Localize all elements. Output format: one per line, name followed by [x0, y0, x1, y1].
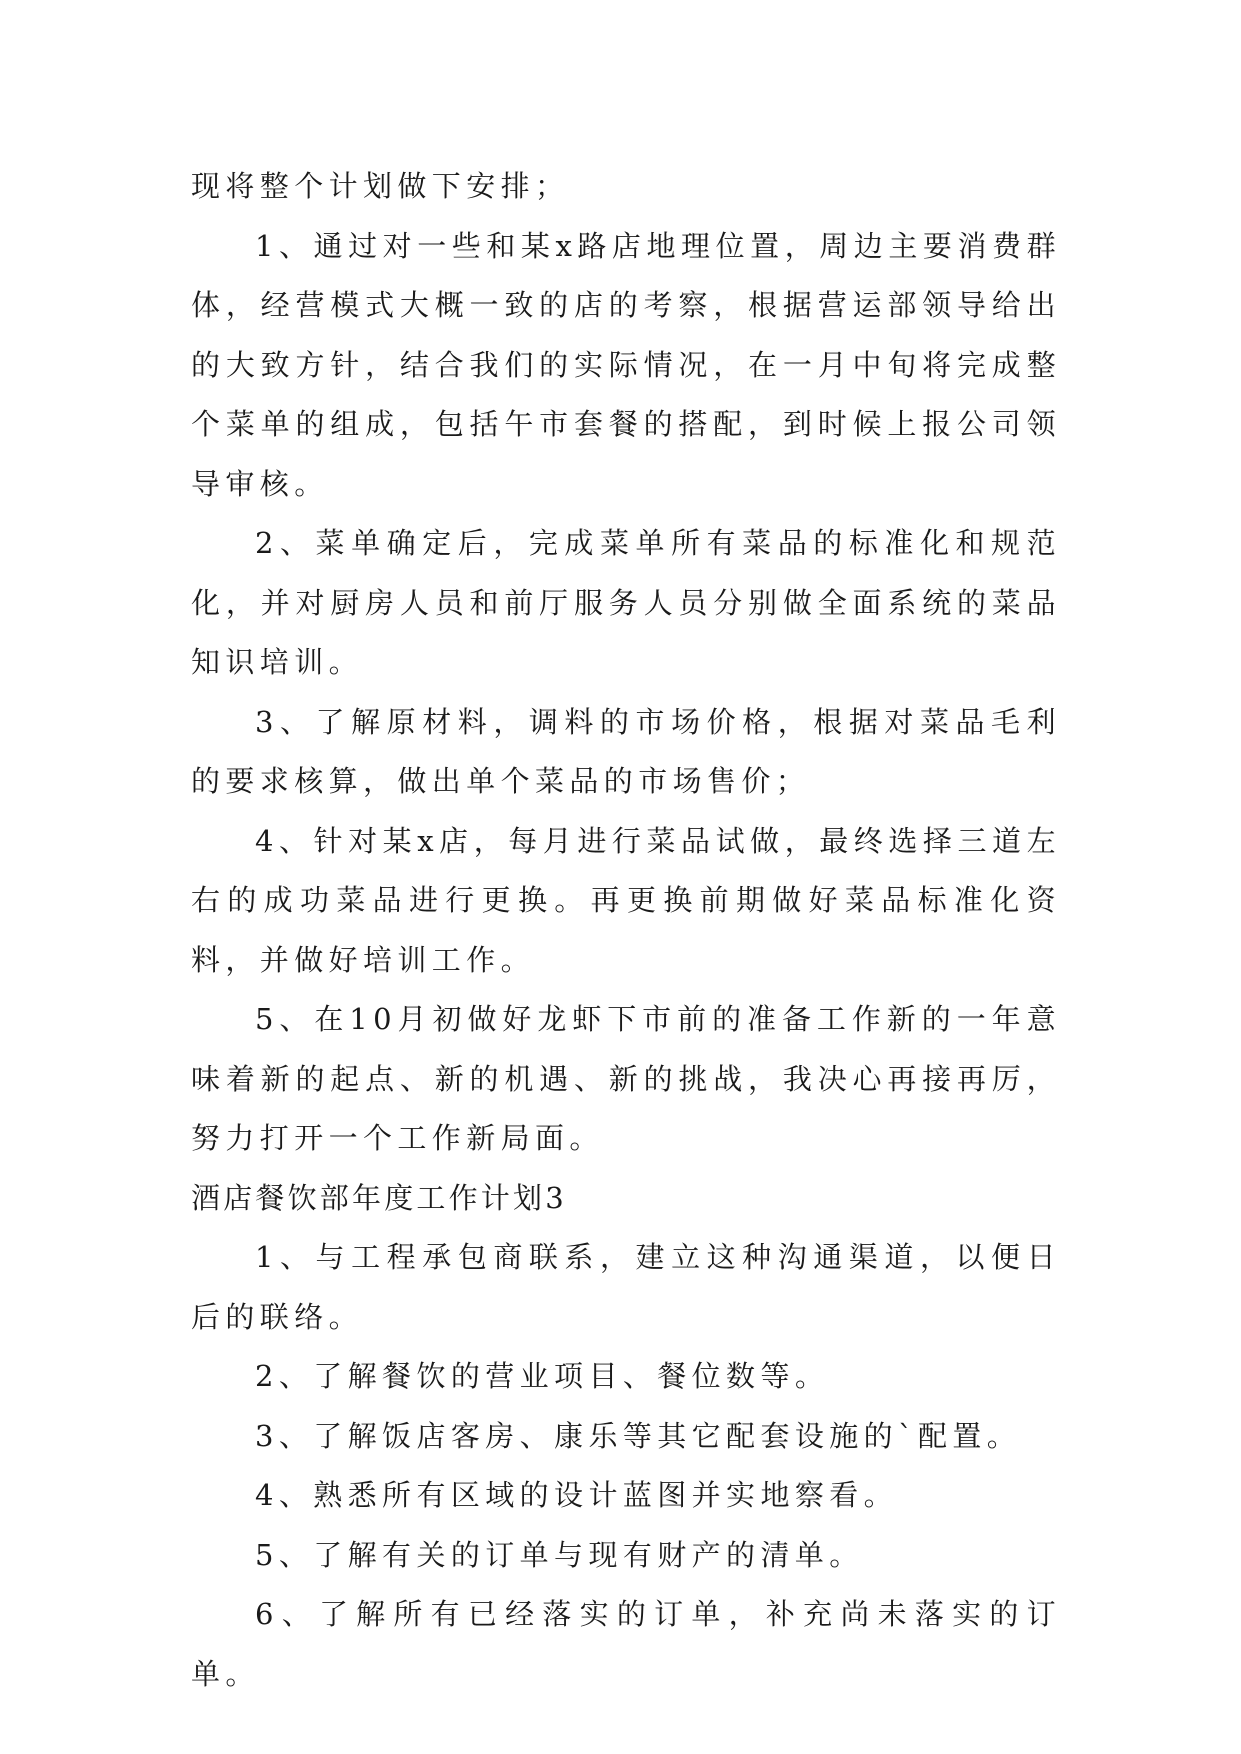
plan-item-5: 5、在10月初做好龙虾下市前的准备工作新的一年意味着新的起点、新的机遇、新的挑战，我决心再接再厉，努力打开一个工作新局面。 [191, 1002, 1061, 1155]
intro-paragraph: 现将整个计划做下安排； [191, 169, 570, 203]
document-body [191, 157, 1061, 1704]
plan-item-3: 3、了解原材料，调料的市场价格，根据对菜品毛利的要求核算，做出单个菜品的市场售价； [191, 704, 1061, 798]
plan-item-2: 2、菜单确定后，完成菜单所有菜品的标准化和规范化，并对厨房人员和前厅服务人员分别做全面系统的菜品知识培训。 [191, 526, 1061, 679]
section-item-3: 3、了解饭店客房、康乐等其它配套设施的`配置。 [255, 1418, 1022, 1453]
section-item-2: 2、了解餐饮的营业项目、餐位数等。 [255, 1359, 830, 1393]
section-item-4: 4、熟悉所有区域的设计蓝图并实地察看。 [255, 1478, 899, 1512]
section-title: 酒店餐饮部年度工作计划3 [191, 1180, 567, 1215]
plan-item-1: 1、通过对一些和某x路店地理位置，周边主要消费群体，经营模式大概一致的店的考察，根据营运部领导给出的大致方针，结合我们的实际情况，在一月中旬将完成整个菜单的组成，包括午市套餐的搭配，到时候上报公司领导审核。 [191, 228, 1061, 501]
plan-item-4: 4、针对某x店，每月进行菜品试做，最终选择三道左右的成功菜品进行更换。再更换前期做好菜品标准化资料，并做好培训工作。 [191, 823, 1061, 977]
section-item-6: 6、了解所有已经落实的订单，补充尚未落实的订单。 [191, 1597, 1061, 1691]
section-item-5: 5、了解有关的订单与现有财产的清单。 [255, 1537, 864, 1572]
section-item-1: 1、与工程承包商联系，建立这种沟通渠道，以便日后的联络。 [191, 1240, 1061, 1334]
